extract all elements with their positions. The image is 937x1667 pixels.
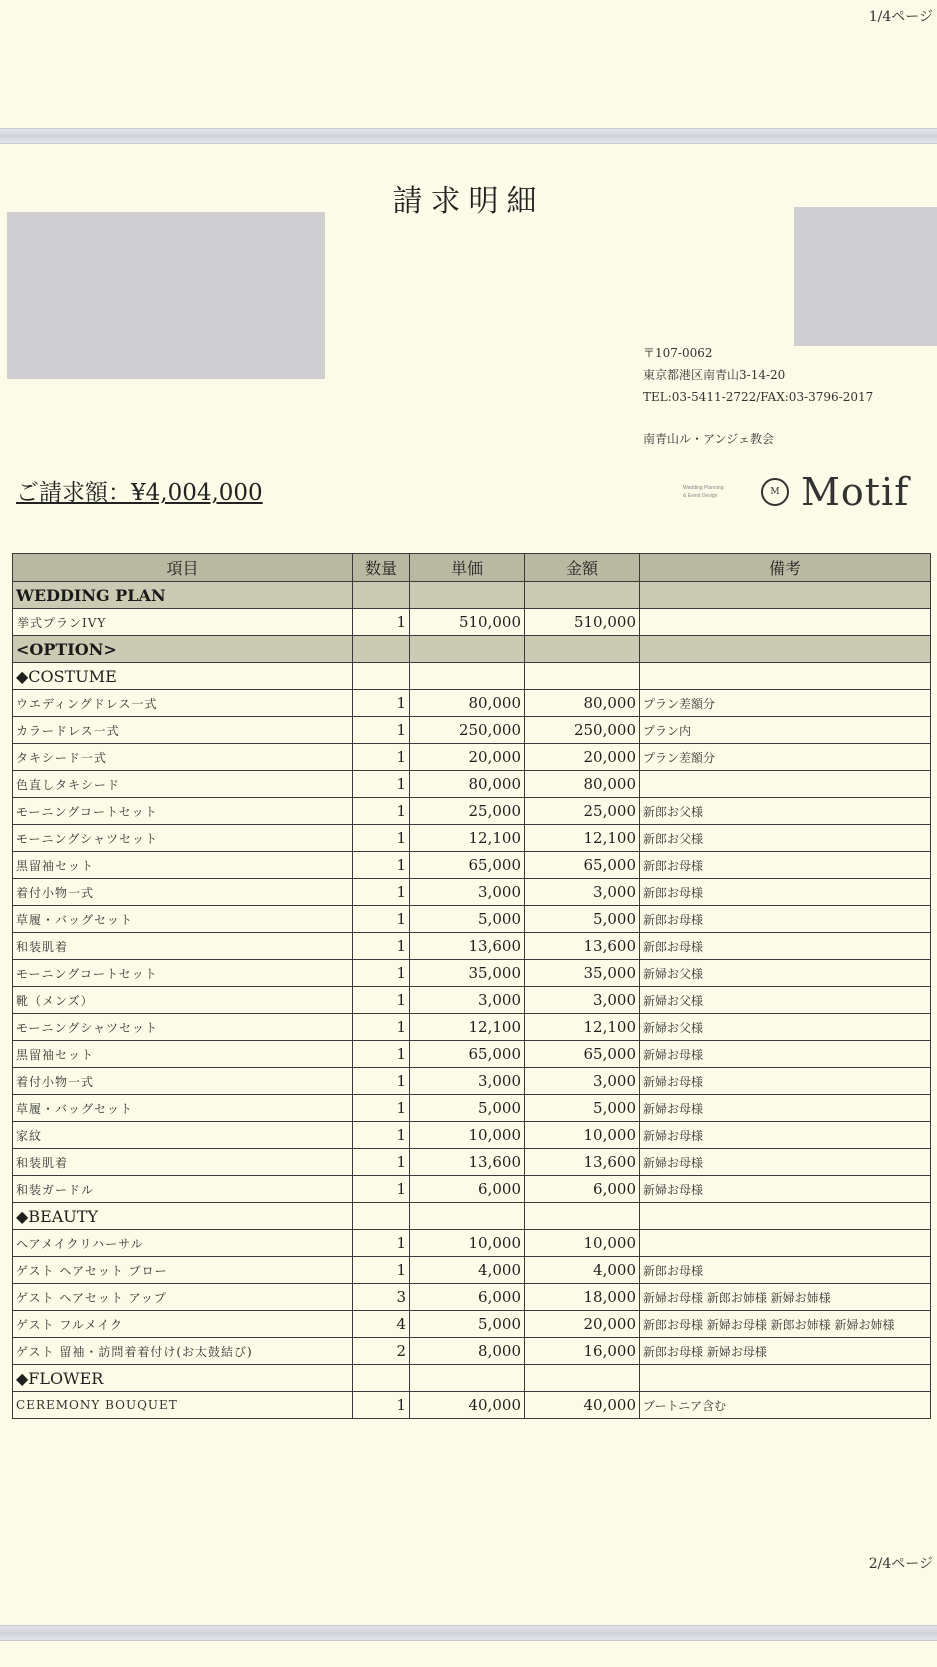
street-address: 東京都港区南青山3-14-20 bbox=[643, 368, 786, 382]
table-row bbox=[13, 1230, 931, 1257]
item-note bbox=[640, 771, 931, 798]
item-qty: 1 bbox=[353, 960, 410, 987]
item-name: モーニングシャツセット bbox=[13, 825, 353, 852]
item-qty: 1 bbox=[353, 1149, 410, 1176]
table-row bbox=[13, 933, 931, 960]
item-unit-price: 510,000 bbox=[410, 609, 525, 636]
item-name: モーニングコートセット bbox=[13, 960, 353, 987]
item-unit-price: 12,100 bbox=[410, 825, 525, 852]
item-amount: 3,000 bbox=[525, 879, 640, 906]
table-row bbox=[13, 609, 931, 636]
item-qty: 1 bbox=[353, 1041, 410, 1068]
item-amount: 3,000 bbox=[525, 987, 640, 1014]
item-amount: 5,000 bbox=[525, 906, 640, 933]
item-name: CEREMONY BOUQUET bbox=[13, 1392, 353, 1419]
item-unit-price: 12,100 bbox=[410, 1014, 525, 1041]
item-qty: 1 bbox=[353, 987, 410, 1014]
header-item: 項目 bbox=[13, 554, 353, 582]
header-amount: 金額 bbox=[525, 554, 640, 582]
item-name: 靴（メンズ） bbox=[13, 987, 353, 1014]
item-unit-price: 80,000 bbox=[410, 771, 525, 798]
section-row bbox=[13, 1203, 931, 1230]
item-unit-price: 5,000 bbox=[410, 1311, 525, 1338]
item-name: 草履・バッグセット bbox=[13, 906, 353, 933]
item-name: ウエディングドレス一式 bbox=[13, 690, 353, 717]
item-unit-price: 13,600 bbox=[410, 933, 525, 960]
section-label: ◆BEAUTY bbox=[13, 1203, 353, 1230]
item-unit-price: 10,000 bbox=[410, 1230, 525, 1257]
item-name: 挙式プランIVY bbox=[13, 609, 353, 636]
item-name: 和装肌着 bbox=[13, 933, 353, 960]
item-amount: 10,000 bbox=[525, 1122, 640, 1149]
section-label: ◆COSTUME bbox=[13, 663, 353, 690]
item-qty: 1 bbox=[353, 1176, 410, 1203]
redacted-stamp-block bbox=[794, 207, 937, 346]
item-unit-price: 6,000 bbox=[410, 1284, 525, 1311]
item-qty: 1 bbox=[353, 1095, 410, 1122]
item-note: 新婦お父様 bbox=[640, 1014, 931, 1041]
item-unit-price: 65,000 bbox=[410, 1041, 525, 1068]
item-note: 新婦お母様 bbox=[640, 1176, 931, 1203]
item-unit-price: 8,000 bbox=[410, 1338, 525, 1365]
section-empty-cell bbox=[353, 1365, 410, 1392]
table-row bbox=[13, 1122, 931, 1149]
section-empty-cell bbox=[525, 636, 640, 663]
item-name: 和装ガードル bbox=[13, 1176, 353, 1203]
item-name: ヘアメイクリハーサル bbox=[13, 1230, 353, 1257]
table-row bbox=[13, 1149, 931, 1176]
logo-tagline: Wedding Planning & Event Design bbox=[683, 485, 724, 499]
item-unit-price: 13,600 bbox=[410, 1149, 525, 1176]
item-amount: 3,000 bbox=[525, 1068, 640, 1095]
item-unit-price: 250,000 bbox=[410, 717, 525, 744]
item-unit-price: 65,000 bbox=[410, 852, 525, 879]
item-unit-price: 3,000 bbox=[410, 1068, 525, 1095]
item-note: 新婦お母様 bbox=[640, 1095, 931, 1122]
item-note: 新郎お父様 bbox=[640, 798, 931, 825]
item-name: 黒留袖セット bbox=[13, 1041, 353, 1068]
company-logo bbox=[683, 470, 909, 514]
item-name: カラードレス一式 bbox=[13, 717, 353, 744]
item-qty: 1 bbox=[353, 1257, 410, 1284]
tel-fax: TEL:03-5411-2722/FAX:03-3796-2017 bbox=[643, 390, 874, 404]
item-note: 新郎お父様 bbox=[640, 825, 931, 852]
item-qty: 1 bbox=[353, 1122, 410, 1149]
item-note bbox=[640, 1230, 931, 1257]
item-amount: 5,000 bbox=[525, 1095, 640, 1122]
item-unit-price: 10,000 bbox=[410, 1122, 525, 1149]
table-row bbox=[13, 879, 931, 906]
item-unit-price: 80,000 bbox=[410, 690, 525, 717]
item-note: プラン差額分 bbox=[640, 690, 931, 717]
item-qty: 1 bbox=[353, 933, 410, 960]
section-empty-cell bbox=[353, 663, 410, 690]
logo-mark-icon: M bbox=[761, 478, 789, 506]
postal-code: 〒107-0062 bbox=[643, 346, 713, 360]
item-amount: 510,000 bbox=[525, 609, 640, 636]
logo-name: Motif bbox=[801, 470, 910, 514]
section-empty-cell bbox=[353, 582, 410, 609]
item-name: ゲスト フルメイク bbox=[13, 1311, 353, 1338]
item-qty: 1 bbox=[353, 1392, 410, 1419]
section-empty-cell bbox=[410, 582, 525, 609]
item-name: 着付小物一式 bbox=[13, 1068, 353, 1095]
item-unit-price: 3,000 bbox=[410, 987, 525, 1014]
section-empty-cell bbox=[525, 663, 640, 690]
section-label: WEDDING PLAN bbox=[13, 582, 353, 609]
item-qty: 1 bbox=[353, 744, 410, 771]
page-indicator: 2/4ページ bbox=[868, 1556, 933, 1572]
section-row bbox=[13, 663, 931, 690]
item-note: 新婦お母様 新郎お姉様 新婦お姉様 bbox=[640, 1284, 931, 1311]
item-amount: 4,000 bbox=[525, 1257, 640, 1284]
item-amount: 18,000 bbox=[525, 1284, 640, 1311]
table-row bbox=[13, 771, 931, 798]
item-unit-price: 5,000 bbox=[410, 906, 525, 933]
item-unit-price: 4,000 bbox=[410, 1257, 525, 1284]
table-row bbox=[13, 1095, 931, 1122]
table-row bbox=[13, 825, 931, 852]
header-price: 単価 bbox=[410, 554, 525, 582]
item-name: ゲスト ヘアセット アップ bbox=[13, 1284, 353, 1311]
item-unit-price: 35,000 bbox=[410, 960, 525, 987]
section-empty-cell bbox=[640, 663, 931, 690]
section-row bbox=[13, 1365, 931, 1392]
table-row bbox=[13, 1014, 931, 1041]
item-amount: 20,000 bbox=[525, 1311, 640, 1338]
item-unit-price: 40,000 bbox=[410, 1392, 525, 1419]
item-name: 黒留袖セット bbox=[13, 852, 353, 879]
page-title: 請求明細 bbox=[392, 184, 545, 219]
item-name: 色直しタキシード bbox=[13, 771, 353, 798]
item-amount: 80,000 bbox=[525, 771, 640, 798]
table-row bbox=[13, 1176, 931, 1203]
item-name: モーニングシャツセット bbox=[13, 1014, 353, 1041]
item-amount: 65,000 bbox=[525, 852, 640, 879]
item-amount: 16,000 bbox=[525, 1338, 640, 1365]
item-note bbox=[640, 609, 931, 636]
item-qty: 1 bbox=[353, 771, 410, 798]
item-note: プラン内 bbox=[640, 717, 931, 744]
page-separator bbox=[0, 1625, 937, 1641]
item-note: 新婦お父様 bbox=[640, 987, 931, 1014]
item-amount: 40,000 bbox=[525, 1392, 640, 1419]
item-note: 新郎お母様 bbox=[640, 879, 931, 906]
item-amount: 12,100 bbox=[525, 825, 640, 852]
item-qty: 1 bbox=[353, 879, 410, 906]
section-empty-cell bbox=[640, 1203, 931, 1230]
section-empty-cell bbox=[640, 636, 931, 663]
page-separator bbox=[0, 128, 937, 144]
section-row bbox=[13, 582, 931, 609]
table-row bbox=[13, 906, 931, 933]
item-qty: 1 bbox=[353, 1230, 410, 1257]
amount-due: ご請求額：¥4,004,000 bbox=[16, 480, 263, 506]
item-qty: 4 bbox=[353, 1311, 410, 1338]
section-label: <OPTION> bbox=[13, 636, 353, 663]
item-unit-price: 6,000 bbox=[410, 1176, 525, 1203]
item-amount: 80,000 bbox=[525, 690, 640, 717]
item-qty: 1 bbox=[353, 1068, 410, 1095]
table-row bbox=[13, 1068, 931, 1095]
item-note: 新婦お母様 bbox=[640, 1122, 931, 1149]
invoice-table bbox=[12, 553, 931, 1419]
section-empty-cell bbox=[410, 1203, 525, 1230]
item-qty: 1 bbox=[353, 717, 410, 744]
item-qty: 1 bbox=[353, 825, 410, 852]
item-unit-price: 5,000 bbox=[410, 1095, 525, 1122]
item-amount: 13,600 bbox=[525, 1149, 640, 1176]
section-empty-cell bbox=[353, 636, 410, 663]
table-row bbox=[13, 852, 931, 879]
item-name: ゲスト ヘアセット ブロー bbox=[13, 1257, 353, 1284]
table-row bbox=[13, 1041, 931, 1068]
section-empty-cell bbox=[525, 582, 640, 609]
section-empty-cell bbox=[525, 1365, 640, 1392]
item-note: 新婦お母様 bbox=[640, 1041, 931, 1068]
item-name: タキシード一式 bbox=[13, 744, 353, 771]
item-qty: 1 bbox=[353, 690, 410, 717]
item-qty: 1 bbox=[353, 609, 410, 636]
item-qty: 3 bbox=[353, 1284, 410, 1311]
item-amount: 20,000 bbox=[525, 744, 640, 771]
item-note: プラン差額分 bbox=[640, 744, 931, 771]
redacted-recipient-block bbox=[7, 212, 325, 379]
section-empty-cell bbox=[640, 582, 931, 609]
header-note: 備考 bbox=[640, 554, 931, 582]
item-amount: 12,100 bbox=[525, 1014, 640, 1041]
item-qty: 1 bbox=[353, 906, 410, 933]
item-name: 家紋 bbox=[13, 1122, 353, 1149]
section-empty-cell bbox=[525, 1203, 640, 1230]
issuer-address bbox=[643, 342, 873, 450]
section-empty-cell bbox=[410, 1365, 525, 1392]
item-amount: 6,000 bbox=[525, 1176, 640, 1203]
table-row bbox=[13, 1311, 931, 1338]
item-note: 新婦お母様 bbox=[640, 1068, 931, 1095]
table-row bbox=[13, 1392, 931, 1419]
item-unit-price: 25,000 bbox=[410, 798, 525, 825]
section-empty-cell bbox=[353, 1203, 410, 1230]
item-note: 新婦お母様 bbox=[640, 1149, 931, 1176]
item-qty: 2 bbox=[353, 1338, 410, 1365]
item-name: ゲスト 留袖・訪問着着付け(お太鼓結び) bbox=[13, 1338, 353, 1365]
item-note: 新郎お母様 新婦お母様 新郎お姉様 新婦お姉様 bbox=[640, 1311, 931, 1338]
item-note: 新郎お母様 bbox=[640, 1257, 931, 1284]
table-row bbox=[13, 798, 931, 825]
table-row bbox=[13, 744, 931, 771]
table-row bbox=[13, 1284, 931, 1311]
table-row bbox=[13, 690, 931, 717]
item-name: モーニングコートセット bbox=[13, 798, 353, 825]
item-amount: 250,000 bbox=[525, 717, 640, 744]
table-row bbox=[13, 987, 931, 1014]
section-empty-cell bbox=[410, 663, 525, 690]
item-unit-price: 3,000 bbox=[410, 879, 525, 906]
item-amount: 10,000 bbox=[525, 1230, 640, 1257]
table-row bbox=[13, 717, 931, 744]
item-name: 着付小物一式 bbox=[13, 879, 353, 906]
item-qty: 1 bbox=[353, 852, 410, 879]
section-empty-cell bbox=[640, 1365, 931, 1392]
header-qty: 数量 bbox=[353, 554, 410, 582]
table-row bbox=[13, 1257, 931, 1284]
page-indicator: 1/4ページ bbox=[868, 9, 933, 25]
item-qty: 1 bbox=[353, 798, 410, 825]
item-note: 新郎お母様 bbox=[640, 933, 931, 960]
table-header-row bbox=[13, 554, 931, 582]
item-name: 和装肌着 bbox=[13, 1149, 353, 1176]
section-empty-cell bbox=[410, 636, 525, 663]
item-note: 新郎お母様 bbox=[640, 852, 931, 879]
item-amount: 35,000 bbox=[525, 960, 640, 987]
item-note: ブートニア含む bbox=[640, 1392, 931, 1419]
item-note: 新郎お母様 新婦お母様 bbox=[640, 1338, 931, 1365]
table-row bbox=[13, 1338, 931, 1365]
item-note: 新婦お父様 bbox=[640, 960, 931, 987]
item-name: 草履・バッグセット bbox=[13, 1095, 353, 1122]
item-amount: 25,000 bbox=[525, 798, 640, 825]
item-amount: 13,600 bbox=[525, 933, 640, 960]
section-label: ◆FLOWER bbox=[13, 1365, 353, 1392]
section-row bbox=[13, 636, 931, 663]
item-unit-price: 20,000 bbox=[410, 744, 525, 771]
venue-name: 南青山ル・アンジェ教会 bbox=[643, 432, 774, 446]
table-row bbox=[13, 960, 931, 987]
item-amount: 65,000 bbox=[525, 1041, 640, 1068]
item-note: 新郎お母様 bbox=[640, 906, 931, 933]
item-qty: 1 bbox=[353, 1014, 410, 1041]
